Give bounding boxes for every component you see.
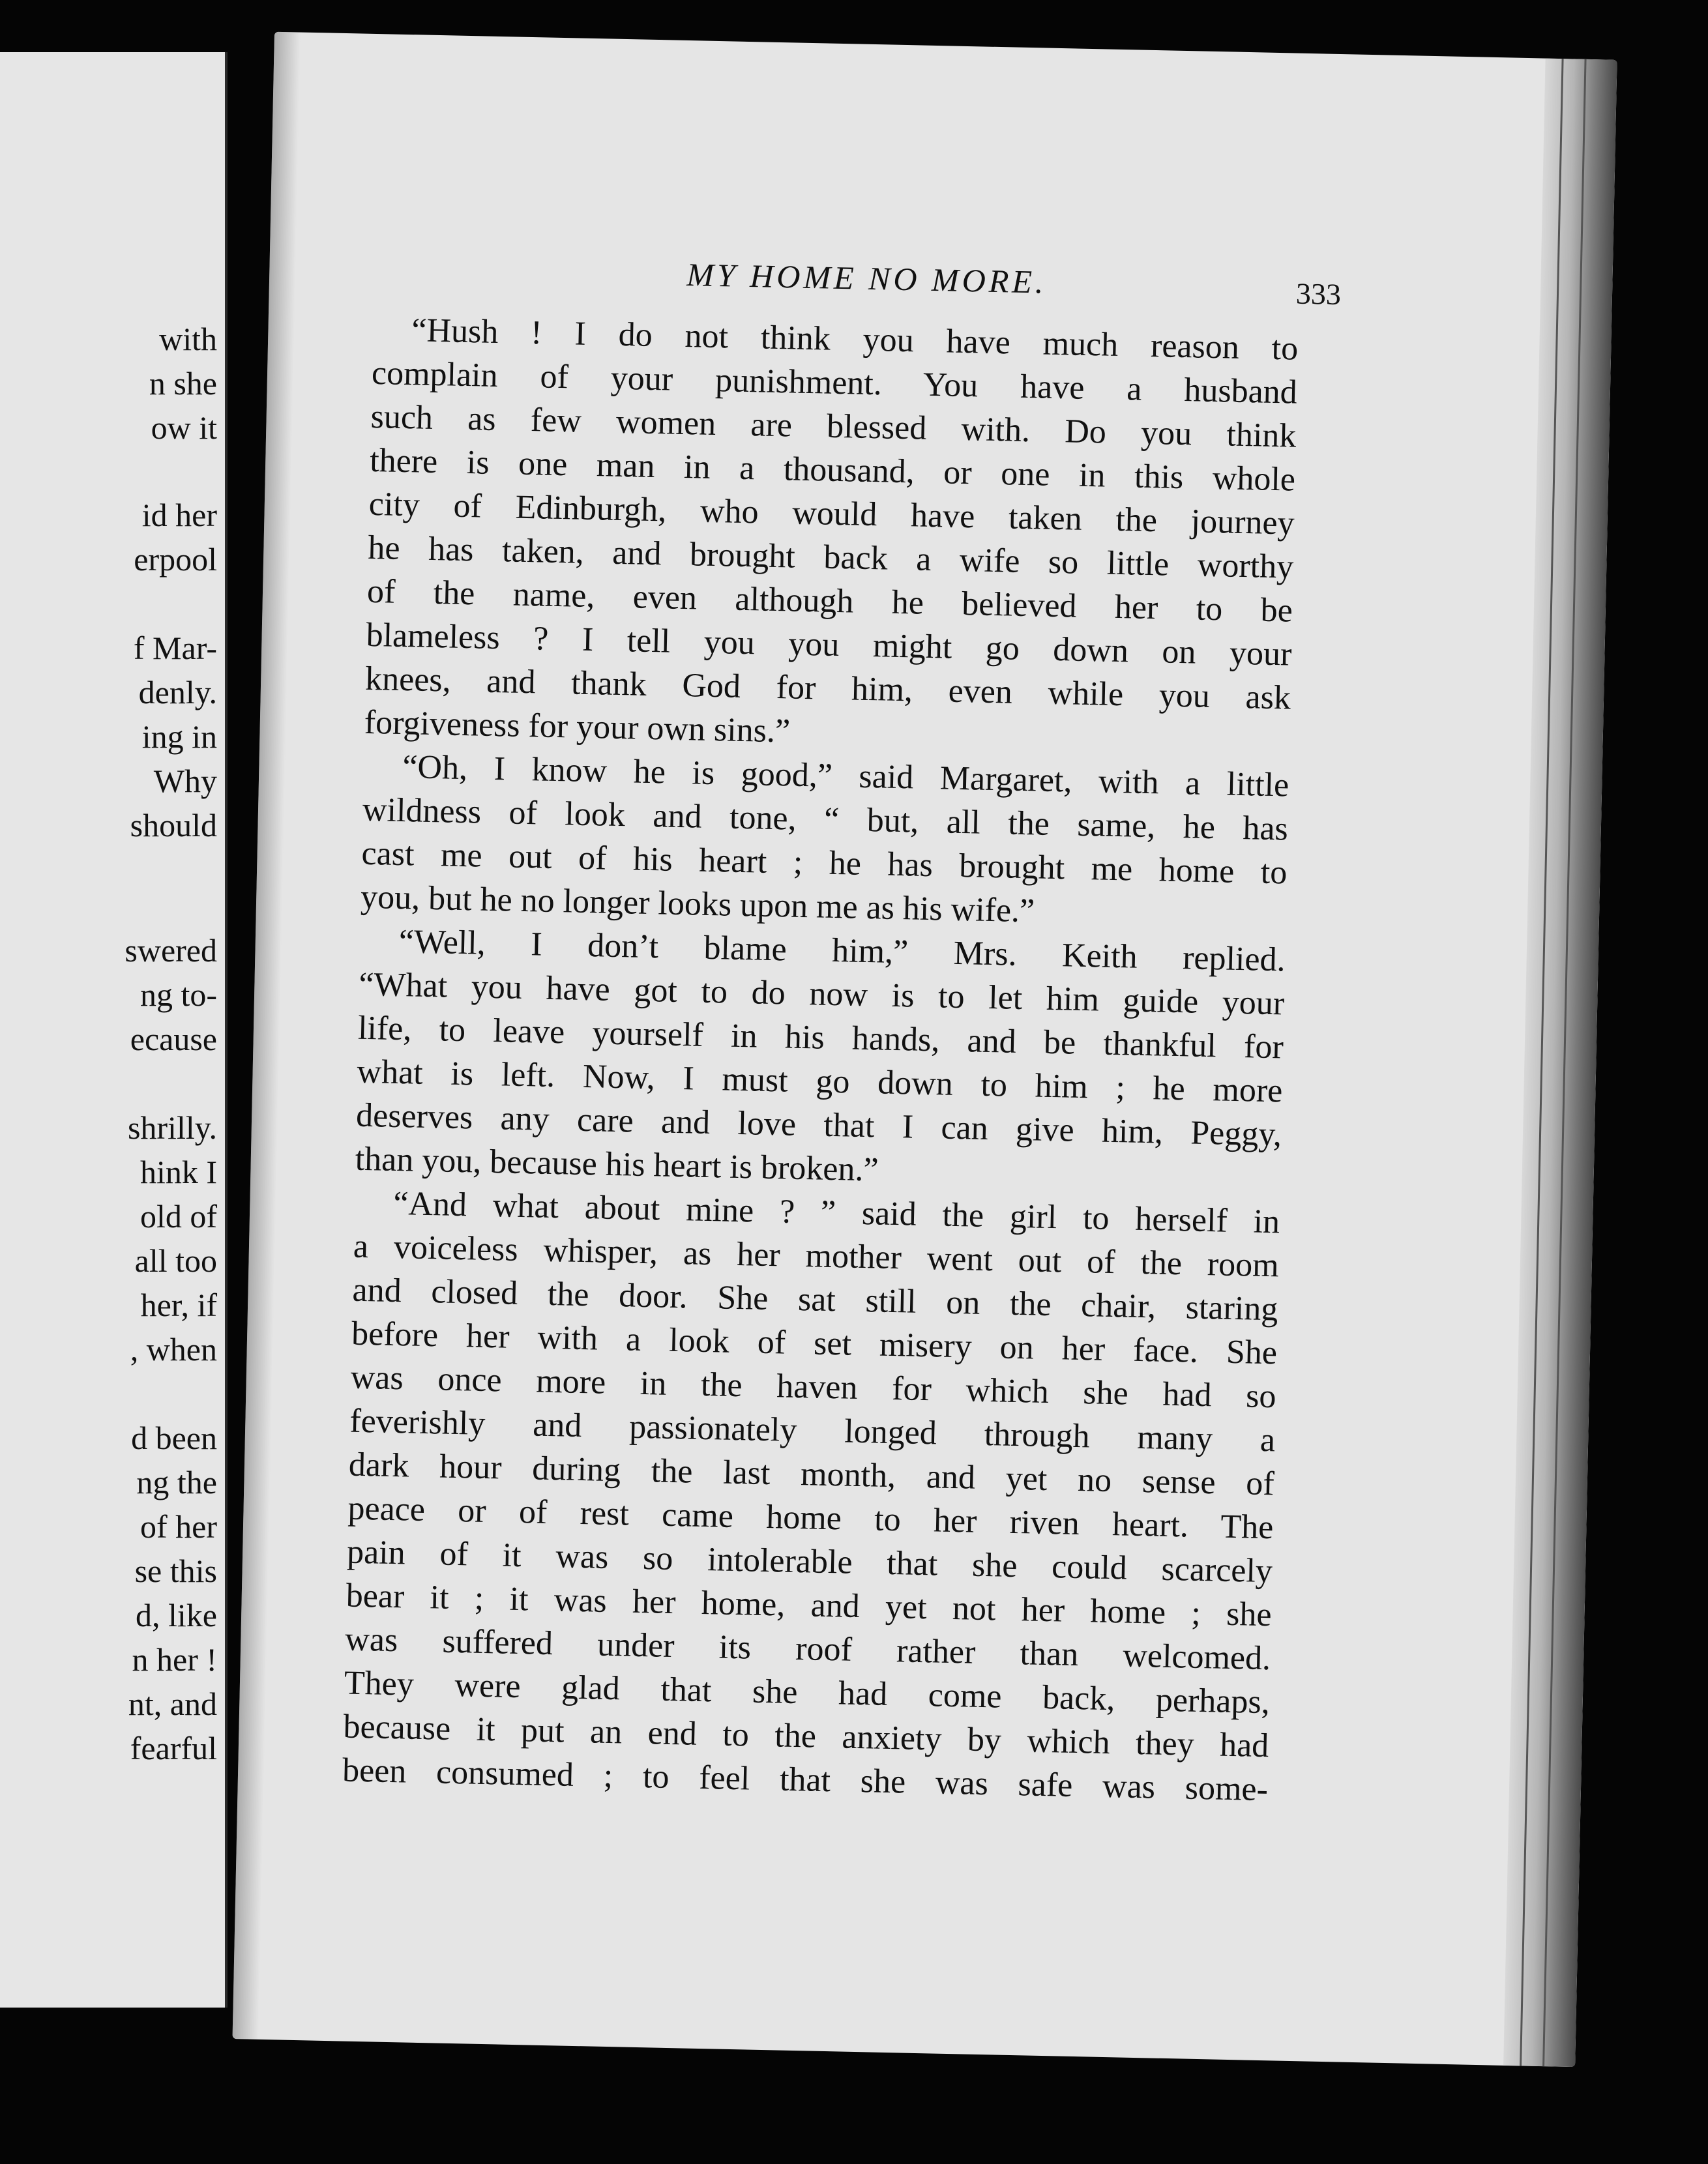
gutter-shadow: [233, 32, 301, 2040]
page-number: 333: [1295, 276, 1342, 312]
body-line: he has taken, and brought back a wife so little worthy: [367, 529, 1294, 586]
body-line: cast me out of his heart ; he has brought me home to: [361, 834, 1288, 892]
body-line: “And what about mine ? ” said the girl to herself in: [392, 1184, 1280, 1241]
body-line: and closed the door. She sat still on the chair, staring: [352, 1271, 1278, 1328]
body-line: was suffered under its roof rather than welcomed.: [344, 1620, 1271, 1678]
body-line: was once more in the haven for which she had so: [350, 1358, 1277, 1416]
left-line: with: [159, 321, 217, 357]
body-line: bear it ; it was her home, and yet not her home ; she: [346, 1577, 1273, 1634]
body-line: blameless ? I tell you you might go down on your: [366, 616, 1292, 673]
left-line: n she: [149, 365, 217, 402]
left-line: ecause: [130, 1021, 217, 1057]
body-line: “Hush ! I do not think you have much reason to: [411, 312, 1299, 368]
body-text: [342, 308, 1298, 1811]
body-line: of the name, even although he believed her to be: [366, 572, 1293, 630]
left-line: f Mar-: [133, 630, 217, 666]
left-line: ow it: [151, 409, 217, 446]
body-line: “Well, I don’t blame him,” Mrs. Keith replied.: [398, 923, 1286, 979]
body-line: what is left. Now, I must go down to him ; he more: [357, 1053, 1283, 1110]
body-line: knees, and thank God for him, even while you ask: [364, 660, 1291, 717]
body-line: life, to leave yourself in his hands, and be thankful for: [357, 1009, 1284, 1066]
left-line: ng the: [136, 1464, 217, 1500]
body-line: complain of your punishment. You have a husband: [371, 354, 1298, 411]
body-line: you, but he no longer looks upon me as his wife.”: [360, 878, 1035, 930]
left-line: , when: [130, 1331, 217, 1367]
left-line: id her: [141, 497, 217, 533]
left-line: d, like: [136, 1597, 217, 1633]
body-line: pain of it was so intolerable that she could scarcely: [346, 1533, 1273, 1590]
body-line: peace or of rest came home to her riven heart. The: [347, 1489, 1274, 1547]
left-line: se this: [134, 1553, 217, 1589]
body-line: before her with a look of set misery on her face. She: [351, 1315, 1278, 1372]
body-line: because it put an end to the anxiety by which they had: [342, 1708, 1269, 1765]
body-line: “What you have got to do now is to let him guide your: [358, 965, 1285, 1023]
body-line: such as few women are blessed with. Do you think: [370, 398, 1297, 455]
left-line: should: [130, 807, 217, 843]
left-line: shrilly.: [127, 1109, 217, 1146]
body-line: They were glad that she had come back, perhaps,: [344, 1664, 1271, 1721]
left-line: her, if: [140, 1287, 217, 1323]
left-line: swered: [125, 932, 217, 969]
left-line: n her !: [132, 1641, 217, 1678]
body-line: been consumed ; to feel that she was safe was some-: [342, 1751, 1269, 1809]
running-title: MY HOME NO MORE.: [686, 256, 1048, 300]
left-line: nt, and: [128, 1686, 217, 1722]
body-line: deserves any care and love that I can give him, Peggy,: [355, 1096, 1282, 1154]
body-line: forgiveness for your own sins.”: [364, 703, 791, 750]
left-line: erpool: [134, 541, 217, 578]
left-line: of her: [140, 1508, 217, 1545]
left-line: denly.: [138, 674, 217, 710]
body-line: “Oh, I know he is good,” said Margaret, with a little: [402, 748, 1289, 804]
body-line: feverishly and passionately longed through many a: [349, 1402, 1276, 1459]
left-line: hink I: [140, 1154, 217, 1190]
left-line: d been: [131, 1420, 217, 1456]
left-page: [0, 52, 228, 2008]
left-line: old of: [140, 1198, 217, 1235]
left-line: Why: [153, 763, 217, 799]
body-line: wildness of look and tone, “ but, all the same, he has: [362, 791, 1289, 848]
left-line: ng to-: [140, 976, 217, 1013]
body-line: city of Edinburgh, who would have taken the journey: [368, 485, 1295, 542]
body-line: a voiceless whisper, as her mother went out of the room: [353, 1227, 1280, 1285]
body-line: dark hour during the last month, and yet no sense of: [348, 1446, 1275, 1503]
body-line: than you, because his heart is broken.”: [355, 1140, 879, 1189]
right-page: [233, 32, 1617, 2067]
running-head: [269, 247, 1541, 319]
left-line: fearful: [130, 1730, 217, 1766]
body-line: there is one man in a thousand, or one in this whole: [369, 441, 1296, 499]
page-edge: [1503, 59, 1617, 2068]
left-line: all too: [134, 1242, 217, 1279]
left-line: ing in: [141, 718, 217, 755]
